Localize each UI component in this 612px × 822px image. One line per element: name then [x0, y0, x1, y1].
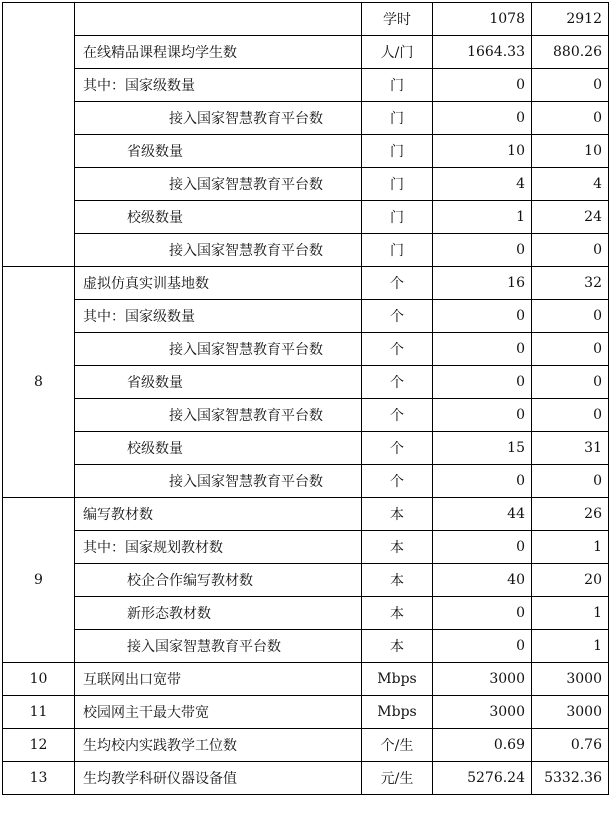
table-row: [3, 597, 609, 630]
row-number-cell: 13: [3, 762, 75, 795]
value-cell-1: 0: [433, 102, 532, 135]
table-row: [3, 498, 609, 531]
value-cell-1: 5276.24: [433, 762, 532, 795]
unit-cell: 个: [362, 432, 433, 465]
value-cell-2: 0: [532, 366, 609, 399]
value-cell-2: 5332.36: [532, 762, 609, 795]
item-cell: 在线精品课程课均学生数: [75, 36, 362, 69]
value-cell-1: 0: [433, 366, 532, 399]
value-cell-2: 0: [532, 300, 609, 333]
table-row: [3, 630, 609, 663]
item-cell: 校级数量: [75, 201, 362, 234]
table-row: [3, 663, 609, 696]
table-row: [3, 69, 609, 102]
value-cell-2: 26: [532, 498, 609, 531]
item-cell: 校园网主干最大带宽: [75, 696, 362, 729]
unit-cell: 学时: [362, 3, 433, 36]
unit-cell: 本: [362, 564, 433, 597]
value-cell-2: 880.26: [532, 36, 609, 69]
unit-cell: 元/生: [362, 762, 433, 795]
value-cell-1: 4: [433, 168, 532, 201]
item-cell: 接入国家智慧教育平台数: [75, 399, 362, 432]
unit-cell: 个: [362, 399, 433, 432]
value-cell-2: 20: [532, 564, 609, 597]
unit-cell: 门: [362, 102, 433, 135]
unit-cell: 本: [362, 531, 433, 564]
table-row: [3, 432, 609, 465]
unit-cell: 门: [362, 69, 433, 102]
value-cell-2: 0: [532, 69, 609, 102]
row-number-cell: [3, 3, 75, 267]
unit-cell: 门: [362, 135, 433, 168]
item-cell: 省级数量: [75, 366, 362, 399]
item-cell: 接入国家智慧教育平台数: [75, 234, 362, 267]
value-cell-1: 0: [433, 300, 532, 333]
value-cell-1: 0: [433, 69, 532, 102]
unit-cell: 个: [362, 300, 433, 333]
value-cell-2: 24: [532, 201, 609, 234]
item-cell: [75, 3, 362, 36]
value-cell-1: 44: [433, 498, 532, 531]
item-cell: 接入国家智慧教育平台数: [75, 630, 362, 663]
unit-cell: 门: [362, 201, 433, 234]
unit-cell: 个: [362, 333, 433, 366]
unit-cell: 本: [362, 597, 433, 630]
item-cell: 新形态教材数: [75, 597, 362, 630]
table-row: [3, 102, 609, 135]
item-cell: 编写教材数: [75, 498, 362, 531]
value-cell-2: 0: [532, 333, 609, 366]
value-cell-2: 2912: [532, 3, 609, 36]
value-cell-2: 1: [532, 531, 609, 564]
value-cell-2: 32: [532, 267, 609, 300]
table-body: [3, 3, 609, 795]
item-cell: 其中：国家级数量: [75, 69, 362, 102]
unit-cell: Mbps: [362, 696, 433, 729]
unit-cell: 门: [362, 234, 433, 267]
table-row: [3, 399, 609, 432]
value-cell-2: 3000: [532, 663, 609, 696]
unit-cell: 个: [362, 465, 433, 498]
value-cell-1: 10: [433, 135, 532, 168]
value-cell-1: 1078: [433, 3, 532, 36]
value-cell-1: 1664.33: [433, 36, 532, 69]
value-cell-2: 0: [532, 399, 609, 432]
table-row: [3, 300, 609, 333]
value-cell-1: 0: [433, 630, 532, 663]
value-cell-1: 15: [433, 432, 532, 465]
unit-cell: 本: [362, 498, 433, 531]
value-cell-1: 3000: [433, 663, 532, 696]
unit-cell: 个: [362, 267, 433, 300]
value-cell-2: 0: [532, 234, 609, 267]
table-row: [3, 762, 609, 795]
table-row: [3, 267, 609, 300]
value-cell-1: 0: [433, 234, 532, 267]
row-number-cell: 11: [3, 696, 75, 729]
value-cell-1: 0.69: [433, 729, 532, 762]
row-number-cell: 10: [3, 663, 75, 696]
item-cell: 生均校内实践教学工位数: [75, 729, 362, 762]
unit-cell: 个/生: [362, 729, 433, 762]
value-cell-2: 0: [532, 102, 609, 135]
table-row: [3, 3, 609, 36]
value-cell-1: 3000: [433, 696, 532, 729]
value-cell-2: 1: [532, 597, 609, 630]
unit-cell: 人/门: [362, 36, 433, 69]
unit-cell: 本: [362, 630, 433, 663]
unit-cell: 门: [362, 168, 433, 201]
row-number-cell: 8: [3, 267, 75, 498]
table-row: [3, 168, 609, 201]
table-row: [3, 234, 609, 267]
table-row: [3, 36, 609, 69]
item-cell: 其中：国家规划教材数: [75, 531, 362, 564]
value-cell-1: 0: [433, 597, 532, 630]
item-cell: 接入国家智慧教育平台数: [75, 465, 362, 498]
value-cell-1: 0: [433, 465, 532, 498]
row-number-cell: 12: [3, 729, 75, 762]
item-cell: 接入国家智慧教育平台数: [75, 102, 362, 135]
table-row: [3, 366, 609, 399]
unit-cell: 个: [362, 366, 433, 399]
item-cell: 互联网出口宽带: [75, 663, 362, 696]
table-row: [3, 201, 609, 234]
table-row: [3, 135, 609, 168]
value-cell-2: 0.76: [532, 729, 609, 762]
value-cell-2: 1: [532, 630, 609, 663]
item-cell: 校级数量: [75, 432, 362, 465]
item-cell: 接入国家智慧教育平台数: [75, 168, 362, 201]
value-cell-1: 0: [433, 399, 532, 432]
unit-cell: Mbps: [362, 663, 433, 696]
table-row: [3, 696, 609, 729]
item-cell: 省级数量: [75, 135, 362, 168]
item-cell: 生均教学科研仪器设备值: [75, 762, 362, 795]
value-cell-2: 10: [532, 135, 609, 168]
value-cell-1: 0: [433, 333, 532, 366]
table-row: [3, 729, 609, 762]
value-cell-1: 16: [433, 267, 532, 300]
table-row: [3, 333, 609, 366]
table-row: [3, 465, 609, 498]
row-number-cell: 9: [3, 498, 75, 663]
data-table: [2, 2, 609, 795]
table-row: [3, 564, 609, 597]
item-cell: 接入国家智慧教育平台数: [75, 333, 362, 366]
value-cell-2: 31: [532, 432, 609, 465]
value-cell-1: 0: [433, 531, 532, 564]
value-cell-1: 1: [433, 201, 532, 234]
item-cell: 其中：国家级数量: [75, 300, 362, 333]
item-cell: 校企合作编写教材数: [75, 564, 362, 597]
value-cell-2: 4: [532, 168, 609, 201]
table-row: [3, 531, 609, 564]
value-cell-1: 40: [433, 564, 532, 597]
item-cell: 虚拟仿真实训基地数: [75, 267, 362, 300]
value-cell-2: 3000: [532, 696, 609, 729]
value-cell-2: 0: [532, 465, 609, 498]
